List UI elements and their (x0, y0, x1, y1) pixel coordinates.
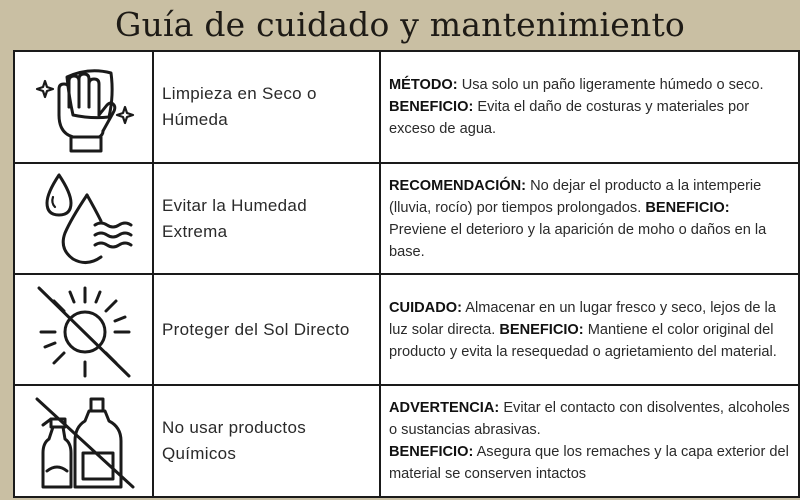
care-item-description (380, 163, 799, 274)
label-keyword: ADVERTENCIA: (389, 400, 500, 416)
no-chemicals-icon (29, 391, 139, 491)
care-guide-table (13, 50, 800, 498)
description-text: Asegura que los remaches y la capa exterior del material se conserven intactos (389, 444, 789, 482)
label-keyword: BENEFICIO: (645, 199, 730, 216)
care-item-description (380, 274, 799, 385)
water-drops-icon (29, 169, 139, 269)
care-item-name: Limpieza en Seco o Húmeda (153, 51, 380, 163)
icon-cell (14, 385, 153, 497)
page-title: Guía de cuidado y mantenimiento (115, 4, 685, 44)
icon-cell (14, 163, 153, 274)
care-item-name: No usar productos Químicos (153, 385, 380, 497)
label-keyword: BENEFICIO: (389, 444, 474, 460)
care-item-name: Proteger del Sol Directo (153, 274, 380, 385)
icon-cell (14, 51, 153, 163)
label-keyword: MÉTODO: (389, 77, 458, 93)
glove-sparkle-icon (29, 57, 139, 157)
care-item-name: Evitar la Humedad Extrema (153, 163, 380, 274)
icon-cell (14, 274, 153, 385)
description-text: No dejar el producto a la intemperie (lluvia, rocío) por tiempos prolongados. (389, 177, 762, 216)
table-row (14, 51, 799, 163)
description-text: Evita el daño de costuras y materiales por exceso de agua. (389, 99, 750, 137)
description-text: Previene el deterioro y la aparición de moho o daños en la base. (389, 221, 767, 260)
label-keyword: BENEFICIO: (499, 321, 584, 338)
description-text: Usa solo un paño ligeramente húmedo o seco. (457, 77, 764, 93)
label-keyword: RECOMENDACIÓN: (389, 177, 527, 194)
description-text: Almacenar en un lugar fresco y seco, lejos de la luz solar directa. (389, 299, 776, 338)
care-item-description (380, 385, 799, 497)
description-text: Mantiene el color original del producto y evita la resequedad o agrietamiento del material. (389, 321, 777, 360)
table-row (14, 163, 799, 274)
label-keyword: CUIDADO: (389, 299, 462, 316)
care-item-description (380, 51, 799, 163)
description-text: Evitar el contacto con disolventes, alcoholes o sustancias abrasivas. (389, 400, 790, 438)
table-row (14, 385, 799, 497)
label-keyword: BENEFICIO: (389, 99, 474, 115)
title-bar (0, 0, 800, 48)
no-sun-icon (29, 280, 139, 380)
table-row (14, 274, 799, 385)
